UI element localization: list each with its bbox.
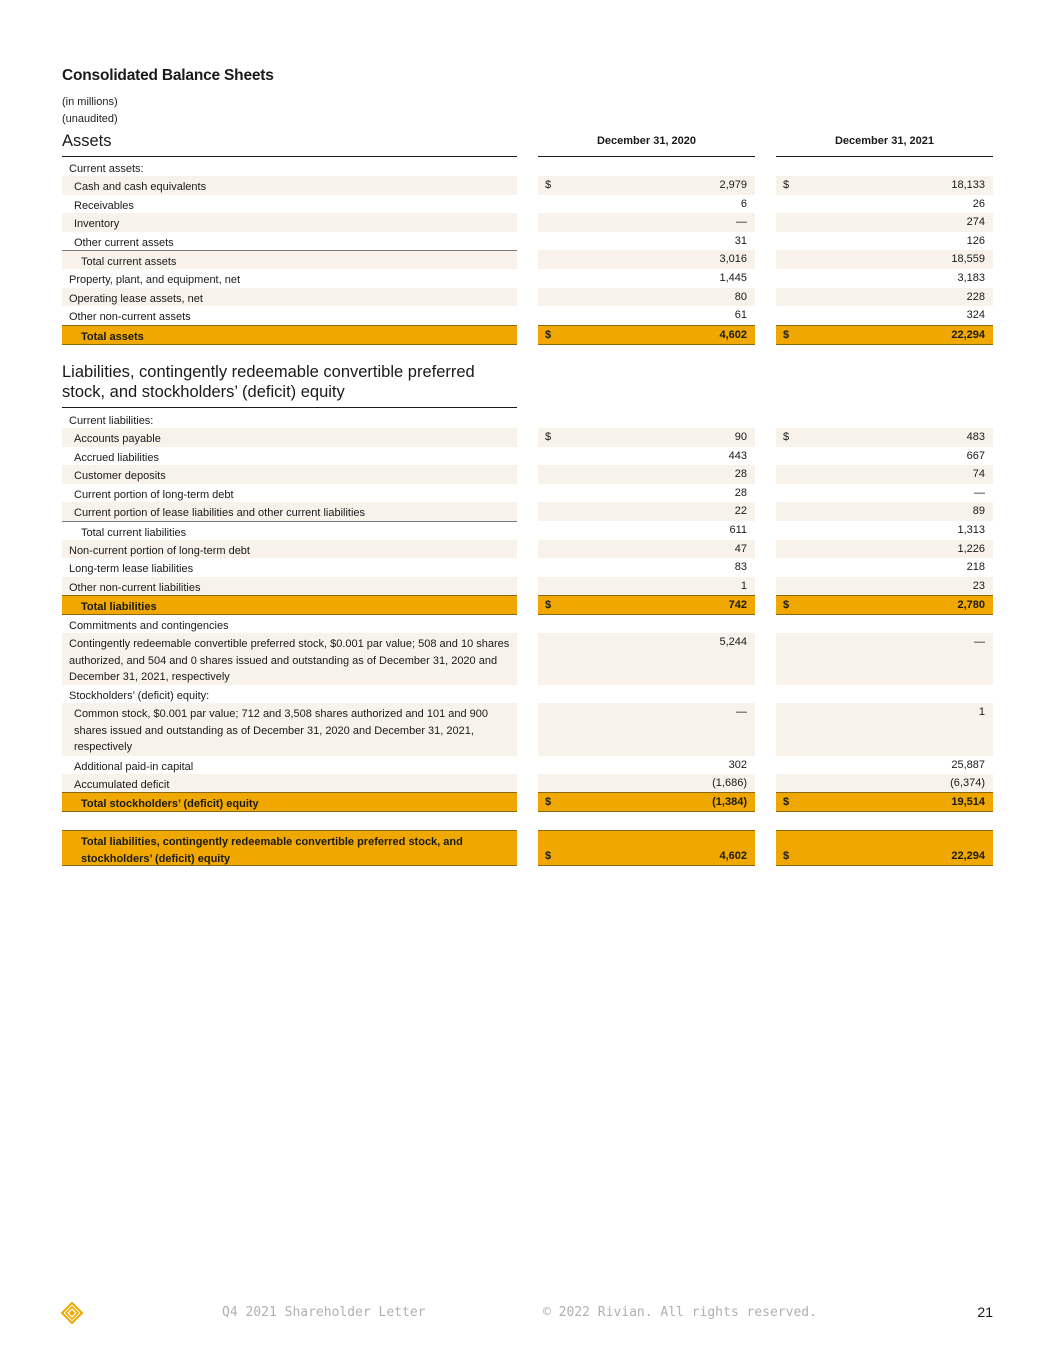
row-label: Accrued liabilities — [74, 452, 159, 464]
value-cell-2020 — [538, 633, 755, 685]
value-cell-2021 — [776, 558, 993, 577]
value-cell-2020 — [538, 232, 755, 250]
assets-heading: Assets — [62, 132, 112, 150]
value-cell-2020 — [538, 158, 755, 176]
amount-value: 26 — [972, 198, 985, 210]
table-row — [0, 176, 1055, 195]
value-cell-2021 — [776, 540, 993, 558]
amount-value: 228 — [966, 291, 985, 303]
value-cell-2020 — [538, 484, 755, 502]
amount-value: 23 — [972, 580, 985, 592]
amount-value: — — [736, 216, 747, 228]
value-cell-2021 — [776, 465, 993, 484]
amount-value: 28 — [734, 468, 747, 480]
value-cell-2021 — [776, 158, 993, 176]
amount-value: 126 — [966, 235, 985, 247]
value-cell-2021 — [776, 756, 993, 774]
table-row — [0, 577, 1055, 595]
value-cell-2021 — [776, 213, 993, 232]
value-cell-2020 — [538, 685, 755, 703]
row-label: Accounts payable — [62, 428, 517, 447]
row-label: Common stock, $0.001 par value; 712 and 3,508 shares authorized and 101 and 900 shares issued and outstanding as of December 31, 2020 and December 31, 2021, respectively — [62, 703, 517, 756]
row-label: Other non-current liabilities — [62, 577, 517, 595]
row-label: Customer deposits — [62, 465, 517, 484]
value-cell-2020 — [538, 595, 755, 615]
table-row — [0, 213, 1055, 232]
amount-value: 25,887 — [951, 759, 985, 771]
value-cell-2020 — [538, 577, 755, 595]
amount-value: — — [974, 487, 985, 499]
table-row — [0, 756, 1055, 774]
value-cell-2021 — [776, 595, 993, 615]
value-cell-2020 — [538, 195, 755, 213]
value-cell-2020 — [538, 213, 755, 232]
amount-value: 4,602 — [719, 329, 747, 341]
table-row — [0, 410, 1055, 428]
table-row — [0, 465, 1055, 484]
value-cell-2020 — [538, 540, 755, 558]
row-label: Total current liabilities — [62, 521, 517, 539]
table-row — [0, 447, 1055, 465]
value-cell-2021 — [776, 232, 993, 250]
currency-symbol: $ — [545, 796, 552, 808]
row-label: Current portion of lease liabilities and other current liabilities — [62, 502, 517, 521]
column-rule-2021 — [776, 156, 993, 157]
row-label: Non-current portion of long-term debt — [62, 540, 517, 558]
table-row — [0, 269, 1055, 287]
value-cell-2020 — [538, 250, 755, 269]
value-cell-2021 — [776, 577, 993, 595]
row-label: Current assets: — [69, 163, 144, 175]
amount-value: 2,979 — [719, 179, 747, 191]
row-label: Current portion of long-term debt — [74, 489, 234, 501]
amount-value: 90 — [734, 431, 747, 443]
amount-value: 1,313 — [957, 524, 985, 536]
value-cell-2020 — [538, 306, 755, 325]
value-cell-2021 — [776, 288, 993, 306]
value-cell-2020 — [538, 447, 755, 465]
row-label: Current liabilities: — [69, 415, 154, 427]
value-cell-2020 — [538, 703, 755, 756]
amount-value: 28 — [734, 487, 747, 499]
amount-value: 19,514 — [951, 796, 985, 808]
value-cell-2020 — [538, 428, 755, 447]
value-cell-2020 — [538, 615, 755, 633]
table-row — [0, 288, 1055, 306]
currency-symbol: $ — [545, 329, 552, 341]
column-rule-2020 — [538, 156, 755, 157]
value-cell-2021 — [776, 176, 993, 195]
table-row — [0, 428, 1055, 447]
table-row — [0, 232, 1055, 250]
amount-value: 83 — [734, 561, 747, 573]
table-row — [0, 703, 1055, 756]
amount-value: 274 — [966, 216, 985, 228]
table-row — [0, 521, 1055, 539]
row-label: Inventory — [62, 213, 517, 232]
amount-value: 324 — [966, 309, 985, 321]
table-row — [0, 502, 1055, 521]
amount-value: 3,183 — [957, 272, 985, 284]
table-row — [0, 484, 1055, 502]
table-row — [0, 325, 1055, 345]
rivian-compass-icon — [61, 1302, 83, 1324]
value-cell-2021 — [776, 615, 993, 633]
amount-value: 6 — [740, 198, 747, 210]
value-cell-2020 — [538, 176, 755, 195]
amount-value: — — [736, 706, 747, 718]
row-label: Additional paid-in capital — [74, 761, 194, 773]
page-number: 21 — [977, 1304, 993, 1320]
row-label: Commitments and contingencies — [69, 620, 229, 632]
amount-value: 22,294 — [951, 329, 985, 341]
row-label: Cash and cash equivalents — [62, 176, 517, 195]
value-cell-2020 — [538, 756, 755, 774]
amount-value: 1 — [740, 580, 747, 592]
value-cell-2021 — [776, 703, 993, 756]
assets-rule — [62, 156, 517, 157]
column-header-2021: December 31, 2021 — [834, 135, 935, 147]
currency-symbol: $ — [783, 179, 790, 191]
table-row — [0, 595, 1055, 615]
amount-value: 1 — [978, 706, 985, 718]
table-row — [0, 685, 1055, 703]
audit-note: (unaudited) — [62, 113, 118, 125]
value-cell-2021 — [776, 410, 993, 428]
currency-symbol: $ — [783, 431, 790, 443]
amount-value: 5,244 — [719, 636, 747, 648]
table-row — [0, 830, 1055, 866]
amount-value: 742 — [728, 599, 747, 611]
amount-value: 61 — [734, 309, 747, 321]
amount-value: 89 — [972, 505, 985, 517]
value-cell-2021 — [776, 633, 993, 685]
row-label: Total liabilities, contingently redeemable convertible preferred stock, and stockholders’ (deficit) equity — [62, 830, 517, 866]
table-row — [0, 633, 1055, 685]
amount-value: 483 — [966, 431, 985, 443]
amount-value: 667 — [966, 450, 985, 462]
row-label: Long-term lease liabilities — [69, 563, 194, 575]
amount-value: 4,602 — [719, 850, 747, 862]
row-label: Total assets — [62, 325, 517, 345]
table-row — [0, 306, 1055, 325]
row-label: Operating lease assets, net — [62, 288, 517, 306]
currency-symbol: $ — [783, 850, 790, 862]
value-cell-2021 — [776, 830, 993, 866]
row-label: Stockholders’ (deficit) equity: — [69, 690, 210, 702]
value-cell-2020 — [538, 830, 755, 866]
row-label: Total stockholders’ (deficit) equity — [62, 792, 517, 812]
value-cell-2021 — [776, 484, 993, 502]
value-cell-2021 — [776, 195, 993, 213]
row-label: Other non-current assets — [69, 311, 191, 323]
table-row — [0, 195, 1055, 213]
value-cell-2020 — [538, 288, 755, 306]
value-cell-2020 — [538, 558, 755, 577]
value-cell-2020 — [538, 521, 755, 539]
value-cell-2021 — [776, 685, 993, 703]
table-row — [0, 158, 1055, 176]
document-title: Consolidated Balance Sheets — [62, 67, 274, 84]
table-row — [0, 540, 1055, 558]
amount-value: 22,294 — [951, 850, 985, 862]
value-cell-2021 — [776, 428, 993, 447]
liabilities-heading: Liabilities, contingently redeemable convertible preferred stock, and stockholders’ (deficit) equity — [62, 363, 475, 401]
value-cell-2021 — [776, 306, 993, 325]
amount-value: 22 — [734, 505, 747, 517]
currency-symbol: $ — [545, 179, 552, 191]
currency-symbol: $ — [545, 599, 552, 611]
currency-symbol: $ — [783, 796, 790, 808]
amount-value: 302 — [728, 759, 747, 771]
amount-value: 1,445 — [719, 272, 747, 284]
amount-value: 80 — [734, 291, 747, 303]
value-cell-2020 — [538, 502, 755, 521]
amount-value: 31 — [734, 235, 747, 247]
value-cell-2021 — [776, 447, 993, 465]
amount-value: 3,016 — [719, 253, 747, 265]
row-label: Receivables — [74, 200, 134, 212]
row-label: Total current assets — [62, 250, 517, 269]
amount-value: 443 — [728, 450, 747, 462]
amount-value: 47 — [734, 543, 747, 555]
value-cell-2021 — [776, 792, 993, 812]
amount-value: — — [974, 636, 985, 648]
value-cell-2021 — [776, 250, 993, 269]
table-row — [0, 792, 1055, 812]
amount-value: 1,226 — [957, 543, 985, 555]
column-header-2020: December 31, 2020 — [596, 135, 697, 147]
row-label: Total liabilities — [62, 595, 517, 615]
value-cell-2021 — [776, 502, 993, 521]
value-cell-2021 — [776, 269, 993, 287]
value-cell-2020 — [538, 465, 755, 484]
amount-value: 218 — [966, 561, 985, 573]
row-label: Property, plant, and equipment, net — [69, 274, 241, 286]
amount-value: 18,559 — [951, 253, 985, 265]
amount-value: 2,780 — [957, 599, 985, 611]
value-cell-2020 — [538, 792, 755, 812]
value-cell-2020 — [538, 269, 755, 287]
row-label: Other current assets — [74, 237, 174, 249]
table-row — [0, 250, 1055, 269]
value-cell-2020 — [538, 410, 755, 428]
table-row — [0, 774, 1055, 793]
value-cell-2021 — [776, 325, 993, 345]
amount-value: 611 — [729, 524, 747, 536]
table-row — [0, 615, 1055, 633]
amount-value: (6,374) — [950, 777, 985, 789]
currency-symbol: $ — [783, 599, 790, 611]
units-note: (in millions) — [62, 96, 118, 108]
value-cell-2021 — [776, 774, 993, 793]
value-cell-2020 — [538, 774, 755, 793]
footer-letter: Q4 2021 Shareholder Letter — [222, 1305, 426, 1320]
row-label: Contingently redeemable convertible preferred stock, $0.001 par value; 508 and 10 shares authorized, and 504 and 0 shares issued and outstanding as of December 31, 2020 and December 31, 2021, respectively — [62, 633, 517, 685]
value-cell-2021 — [776, 521, 993, 539]
currency-symbol: $ — [545, 850, 552, 862]
value-cell-2020 — [538, 325, 755, 345]
currency-symbol: $ — [783, 329, 790, 341]
row-label: Accumulated deficit — [62, 774, 517, 793]
amount-value: (1,384) — [712, 796, 747, 808]
amount-value: 74 — [972, 468, 985, 480]
amount-value: 18,133 — [951, 179, 985, 191]
liabilities-rule — [62, 407, 517, 408]
currency-symbol: $ — [545, 431, 552, 443]
table-row — [0, 558, 1055, 577]
footer-copyright: © 2022 Rivian. All rights reserved. — [543, 1305, 817, 1320]
amount-value: (1,686) — [712, 777, 747, 789]
